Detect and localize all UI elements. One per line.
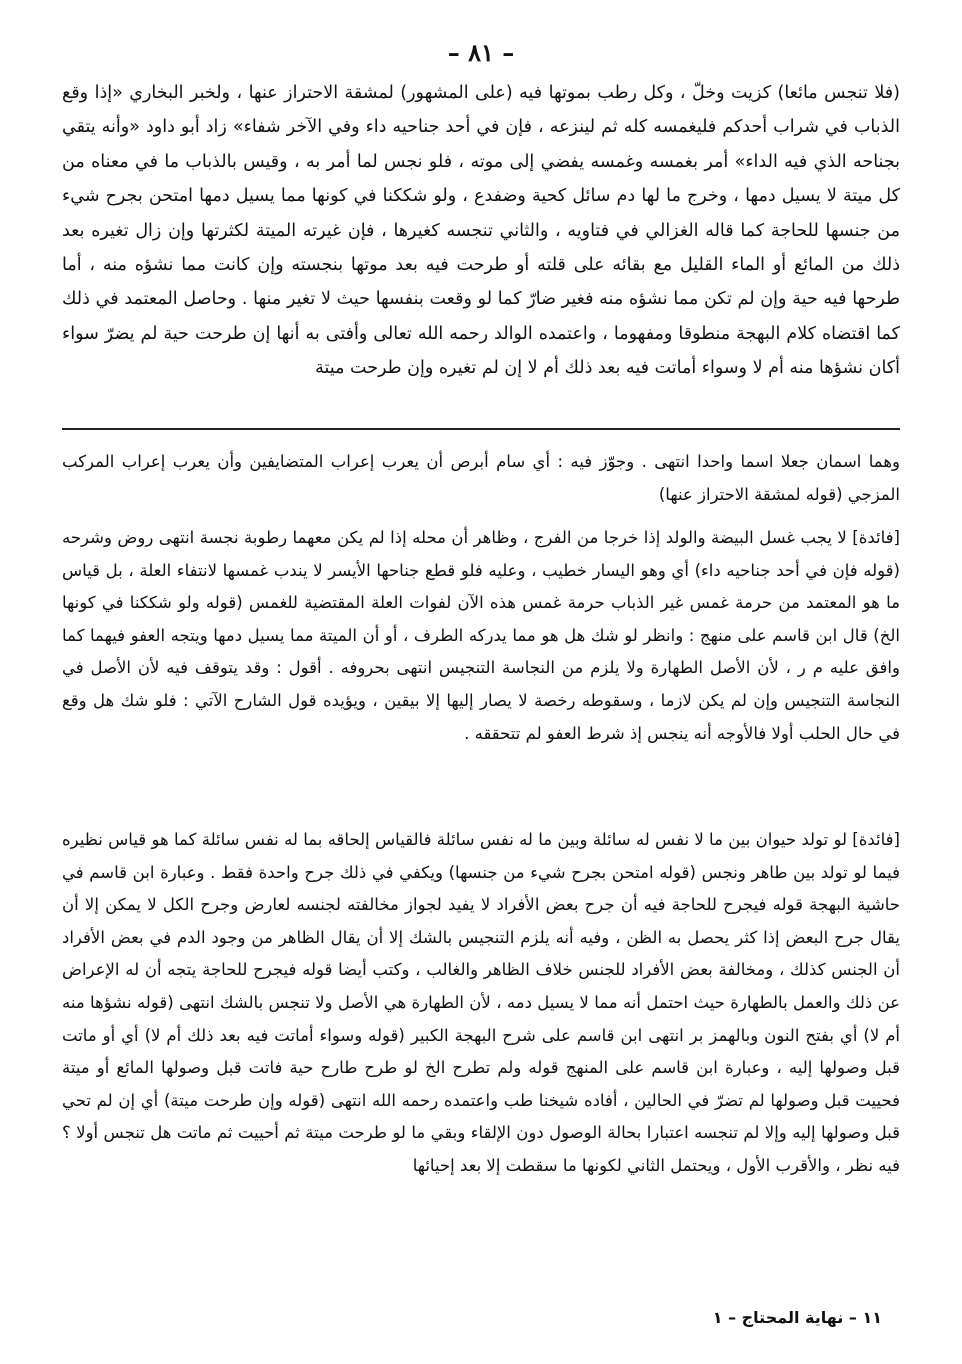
footnote-1 <box>62 446 900 511</box>
footnote-paragraph: وهما اسمان جعلا اسما واحدا انتهى . وجوّز فيه : أي سام أبرص أن يعرب إعراب المتضايفين وأن يعرب إعراب المركب المزجي (قوله لمشقة الاحتراز عنها) <box>62 452 900 504</box>
footnote-paragraph: [فائدة] لو تولد حيوان بين ما لا نفس له سائلة وبين ما له نفس سائلة فالقياس إلحاقه بما له نفس سائلة كما هو قياس نظيره فيما لو تولد بين طاهر ونجس (قوله امتحن بجرح شيء من جنسها) ويكفي في ذلك جرح واحدة فقط . وعبارة ابن قاسم في حاشية البهجة قوله فيجرح للحاجة فيه أن جرح بعض الأفراد لا يفيد لجواز مخالفته لجنسه لعارض وجرح الكل لا يمكن إلا أن يقال جرح البعض إذا كثر يحصل به الظن ، وفيه أنه يلزم التنجيس بالشك إلا أن يقال الظاهر من وجود الدم في بعض الأفراد أن الجنس كذلك ، ومخالفة بعض الأفراد للجنس خلاف الظاهر والغالب ، وكتب أيضا قوله فيجرح للحاجة يتجه أن له الإعراض عن ذلك والعمل بالطهارة حيث احتمل أنه مما لا يسيل دمه ، لأن الطهارة هي الأصل ولا تنجس بالشك انتهى (قوله نشؤها منه أم لا) أي بفتح النون وبالهمز بر انتهى ابن قاسم على شرح البهجة الكبير (قوله وسواء أماتت فيه بعد ذلك أم لا) أي أو ماتت قبل وصولها إليه ، وعبارة ابن قاسم على المنهج قوله ولم تطرح الخ لو طرح طارح حية فاتت قبل وصولها المائع أو ميتة فحييت قبل وصولها لم تضرّ في الحالين ، أفاده شيخنا طب واعتمده رحمه الله انتهى (قوله وإن طرحت ميتة) أي إن لم تحي قبل وصولها إليه وإلا لم تنجسه اعتبارا بحالة الوصول دون الإلقاء وبقي ما لو طرحت ميتة ثم أحييت ثم ماتت هل تنجس أولا ؟ فيه نظر ، والأقرب الأول ، ويحتمل الثاني لكونها ما سقطت إلا بعد إحيائها <box>62 830 900 1175</box>
footnote-separator <box>62 428 900 430</box>
main-paragraph: (فلا تنجس مائعا) كزيت وخلّ ، وكل رطب بموتها فيه (على المشهور) لمشقة الاحتراز عنها ، ولخبر البخاري «إذا وقع الذباب في شراب أحدكم فليغمسه كله ثم لينزعه ، فإن في أحد جناحيه داء وفي الآخر شفاء» زاد أبو داود «وأنه يتقي بجناحه الذي فيه الداء» أمر بغمسه وغمسه يفضي إلى موته ، فلو نجس لما أمر به ، وقيس بالذباب ما في معناه من كل ميتة لا يسيل دمها ، وخرج ما لها دم سائل كحية وضفدع ، ولو شككنا في كونها مما يسيل دمها امتحن بجرح شيء من جنسها للحاجة كما قاله الغزالي في فتاويه ، والثاني تنجسه كغيرها ، فإن غيرته الميتة لكثرتها وإن زال تغيره بعد ذلك من المائع أو الماء القليل مع بقائه على قلته أو طرحت فيه بعد موتها بنجسته وإن كانت مما نشؤه منه ، أما طرحها فيه حية وإن لم تكن مما نشؤه منه فغير ضارّ كما لو وقعت بنفسها حيث لا تغير منها . وحاصل المعتمد في ذلك كما اقتضاه كلام البهجة منطوقا ومفهوما ، واعتمده الوالد رحمه الله تعالى وأفتى به أنها إن طرحت حية لم يضرّ سواء أكان نشؤها منه أم لا وسواء أماتت فيه بعد ذلك أم لا إن لم تغيره وإن طرحت ميتة <box>62 83 900 379</box>
page-number: – ٨١ – <box>447 38 515 67</box>
printer-signature: ١١ – نهاية المحتاج – ١ <box>712 1308 882 1327</box>
footnote-3 <box>62 824 900 1183</box>
main-text <box>62 76 900 386</box>
footnote-paragraph: [فائدة] لا يجب غسل البيضة والولد إذا خرجا من الفرج ، وظاهر أن محله إذا لم يكن معهما رطوبة نجسة انتهى روض وشرحه (قوله فإن في أحد جناحيه داء) أي وهو اليسار خطيب ، وعليه فلو قطع جناحها الأيسر لا يندب غمسها لانتفاء العلة ، بل قياس ما هو المعتمد من حرمة غمس غير الذباب حرمة غمس هذه الآن لفوات العلة المقتضية للغمس (قوله ولو شككنا في كونها الخ) قال ابن قاسم على منهج : وانظر لو شك هل هو مما يدركه الطرف ، أو أن الميتة مما يسيل دمها ويتجه العفو فيهما كما وافق عليه م ر ، لأن الأصل الطهارة ولا يلزم من النجاسة التنجيس انتهى بحروفه . أقول : وقد يتوقف فيه لأن الأصل في النجاسة التنجيس وإن لم يكن لازما ، وسقوطه رخصة لا يصار إليها إلا بيقين ، ويؤيده قول الشارح الآتي : فلو شك هل وقع في حال الحلب أولا فالأوجه أنه ينجس إذ شرط العفو لم تتحققه . <box>62 528 900 743</box>
footnote-2 <box>62 522 900 750</box>
